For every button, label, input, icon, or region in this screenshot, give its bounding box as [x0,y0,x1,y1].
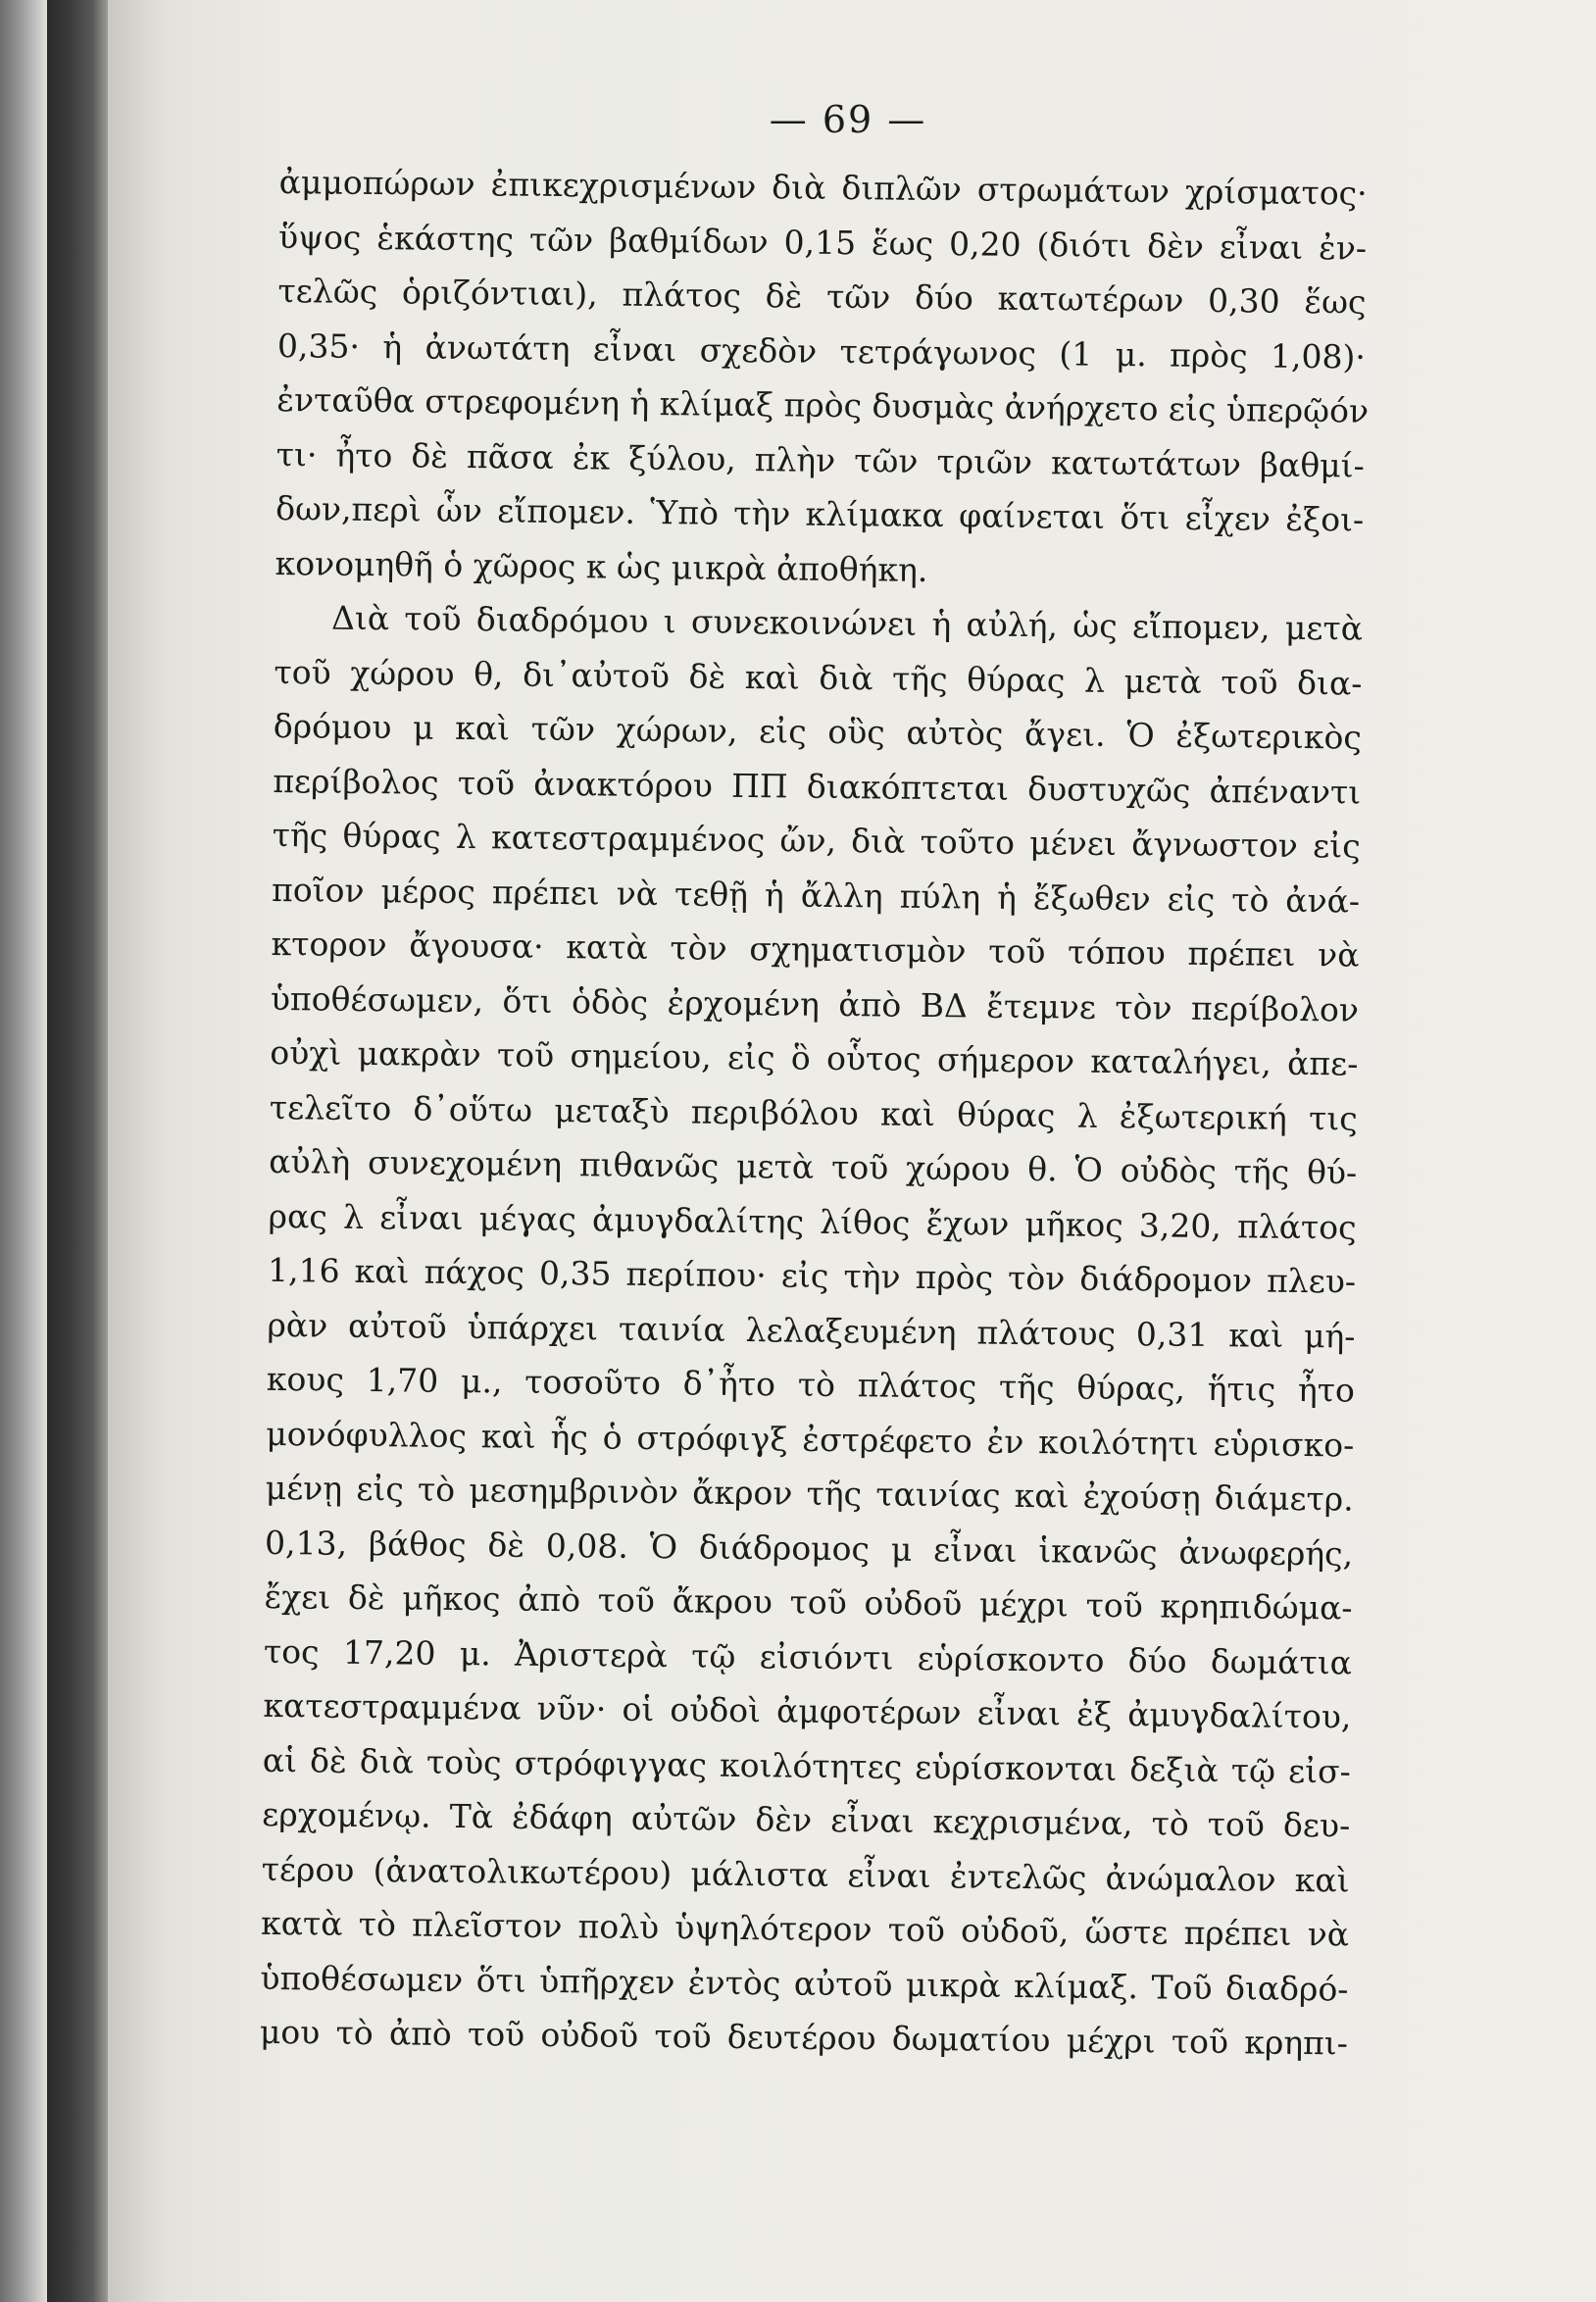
text-line: τέρου (ἀνατολικωτέρου) μάλιστα εἶναι ἐντελῶς ἀνώμαλον καὶ [261,1849,1350,1900]
text-line: τελῶς ὁριζόντιαι), πλάτος δὲ τῶν δύο κατωτέρων 0,30 ἕως [277,271,1367,322]
text-line: οὐχὶ μακρὰν τοῦ σημείου, εἰς ὃ οὗτος σήμερον καταλήγει, ἀπε- [270,1032,1359,1083]
text-line: ὑποθέσωμεν ὅτι ὑπῆρχεν ἐντὸς αὐτοῦ μικρὰ κλίμαξ. Τοῦ διαδρό- [260,1958,1349,2009]
text-line: τῆς θύρας λ κατεστραμμένος ὤν, διὰ τοῦτο μένει ἄγνωστον εἰς [272,815,1361,866]
text-line: κατὰ τὸ πλεῖστον πολὺ ὑψηλότερον τοῦ οὐδοῦ, ὥστε πρέπει νὰ [260,1903,1350,1954]
text-line: 0,35· ἡ ἀνωτάτη εἶναι σχεδὸν τετράγωνος (1 μ. πρὸς 1,08)· [276,325,1367,376]
text-line: κατεστραμμένα νῦν· οἱ οὐδοὶ ἀμφοτέρων εἶναι ἐξ ἀμυγδαλίτου, [263,1685,1352,1736]
text-line: 1,16 καὶ πάχος 0,35 περίπου· εἰς τὴν πρὸς τὸν διάδρομον πλευ- [267,1250,1357,1301]
text-line: μονόφυλλος καὶ ἧς ὁ στρόφιγξ ἐστρέφετο ἐν κοιλότητι εὑρισκο- [266,1414,1355,1465]
book-binding-shadow [0,0,47,2302]
text-line: κους 1,70 μ., τοσοῦτο δ᾽ἦτο τὸ πλάτος τῆς θύρας, ἥτις ἦτο [266,1359,1356,1410]
text-line: ρὰν αὐτοῦ ὑπάρχει ταινία λελαξευμένη πλάτους 0,31 καὶ μή- [267,1305,1356,1356]
text-line: ερχομένῳ. Τὰ ἐδάφη αὐτῶν δὲν εἶναι κεχρισμένα, τὸ τοῦ δευ- [262,1794,1351,1845]
page-number: — 69 — [769,98,927,141]
text-line: τελεῖτο δ᾽οὕτω μεταξὺ περιβόλου καὶ θύρας λ ἐξωτερική τις [269,1087,1358,1138]
text-line: ἀμμοπώρων ἐπικεχρισμένων διὰ διπλῶν στρωμάτων χρίσματος· [278,162,1368,213]
text-line: αἱ δὲ διὰ τοὺς στρόφιγγας κοιλότητες εὑρίσκονται δεξιὰ τῷ εἰσ- [262,1740,1352,1791]
text-line: ὑποθέσωμεν, ὅτι ὁδὸς ἐρχομένη ἀπὸ ΒΔ ἔτεμνε τὸν περίβολον [270,978,1360,1029]
text-line: κτορον ἄγουσα· κατὰ τὸν σχηματισμὸν τοῦ τόπου πρέπει νὰ [271,924,1360,975]
text-line: δων,περὶ ὧν εἴπομεν. Ὑπὸ τὴν κλίμακα φαίνεται ὅτι εἶχεν ἐξοι- [275,488,1365,539]
text-line: Διὰ τοῦ διαδρόμου ι συνεκοινώνει ἡ αὐλή, ὡς εἴπομεν, μετὰ [330,598,1364,648]
text-line: περίβολος τοῦ ἀνακτόρου ΠΠ διακόπτεται δυστυχῶς ἀπέναντι [273,761,1362,812]
text-line: τι· ἦτο δὲ πᾶσα ἐκ ξύλου, πλὴν τῶν τριῶν κατωτάτων βαθμί- [275,434,1365,485]
text-line: ποῖον μέρος πρέπει νὰ τεθῇ ἡ ἄλλη πύλη ἡ ἔξωθεν εἰς τὸ ἀνά- [271,870,1361,921]
text-line: ρας λ εἶναι μέγας ἀμυγδαλίτης λίθος ἔχων μῆκος 3,20, πλάτος [268,1196,1357,1247]
body-text [260,155,1368,2071]
text-line: ἔχει δὲ μῆκος ἀπὸ τοῦ ἄκρου τοῦ οὐδοῦ μέχρι τοῦ κρηπιδώμα- [264,1576,1353,1627]
text-line: κονομηθῆ ὁ χῶρος κ ὡς μικρὰ ἀποθήκη. [274,543,928,589]
text-line: ὕψος ἑκάστης τῶν βαθμίδων 0,15 ἕως 0,20 (διότι δὲν εἶναι ἐν- [277,217,1368,268]
text-line: αὐλὴ συνεχομένη πιθανῶς μετὰ τοῦ χώρου θ. Ὁ οὐδὸς τῆς θύ- [269,1141,1358,1192]
text-line: μένῃ εἰς τὸ μεσημβρινὸν ἄκρον τῆς ταινίας καὶ ἐχούσῃ διάμετρ. [265,1468,1354,1519]
text-line: δρόμου μ καὶ τῶν χώρων, εἰς οὓς αὐτὸς ἄγει. Ὁ ἐξωτερικὸς [273,706,1363,757]
text-line: 0,13, βάθος δὲ 0,08. Ὁ διάδρομος μ εἶναι ἱκανῶς ἀνωφερής, [264,1523,1354,1574]
text-line: μου τὸ ἀπὸ τοῦ οὐδοῦ τοῦ δευτέρου δωματίου μέχρι τοῦ κρηπι- [259,2012,1349,2063]
text-line: τος 17,20 μ. Ἀριστερὰ τῷ εἰσιόντι εὑρίσκοντο δύο δωμάτια [263,1631,1353,1682]
text-line: τοῦ χώρου θ, δι᾽αὐτοῦ δὲ καὶ διὰ τῆς θύρας λ μετὰ τοῦ δια- [274,652,1363,703]
book-spine-edge [47,0,108,2302]
text-line: ἐνταῦθα στρεφομένη ἡ κλίμαξ πρὸς δυσμὰς ἀνήρχετο εἰς ὑπερῷόν [276,379,1370,430]
